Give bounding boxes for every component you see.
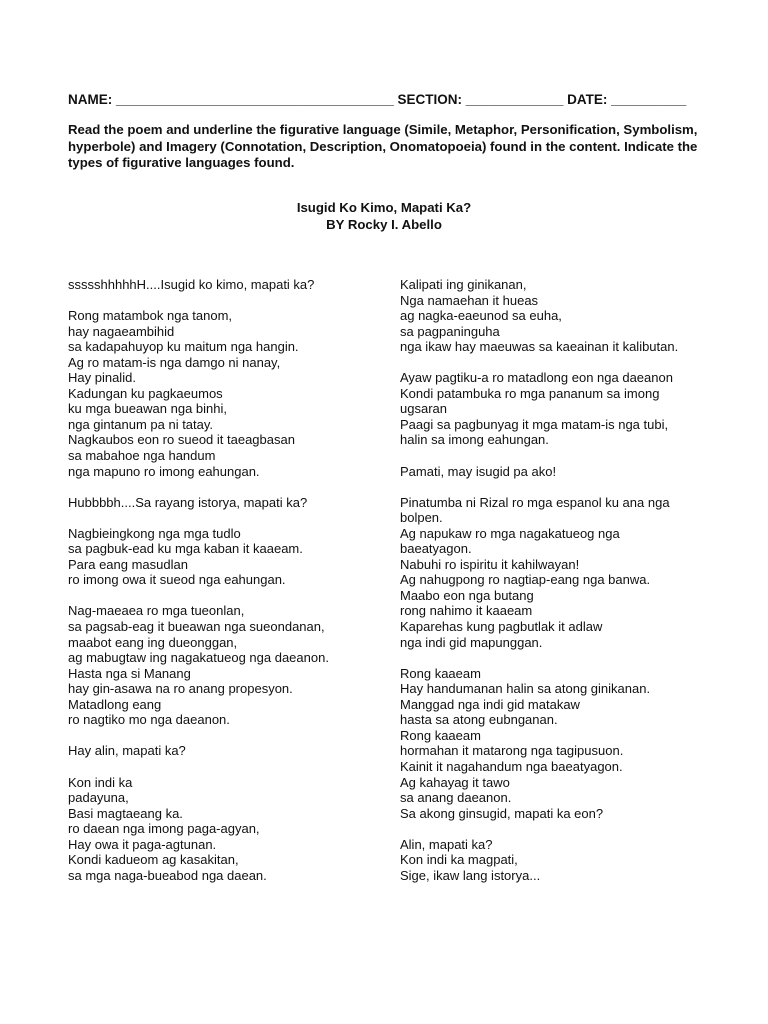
poem-line: ro imong owa it sueod nga eahungan. [68,572,286,588]
poem-line: sa kadapahuyop ku maitum nga hangin. [68,339,299,355]
poem-line: Paagi sa pagbunyag it mga matam-is nga tubi, [400,416,669,432]
poem-stanza [400,464,710,480]
poem-line: Kaparehas kung pagbutlak it adlaw [400,619,603,635]
poem-line: nga gintanum pa ni tatay. [68,416,214,432]
poem-line: Rong matambok nga tanom, [68,308,233,324]
poem-line: Kon indi ka [68,774,133,790]
poem-line: Kondi kadueom ag kasakitan, [68,852,239,868]
poem-line: Nga namaehan it hueas [400,292,539,308]
poem-line: bolpen. [400,510,443,526]
poem-line: hay gin-asawa na ro anang propesyon. [68,681,293,697]
poem-line: Alin, mapati ka? [400,836,493,852]
poem-line: Rong kaaeam [400,727,481,743]
poem-line: Hay pinalid. [68,370,136,386]
poem-stanza [68,526,368,588]
poem-line: ro daean nga imong paga-agyan, [68,821,260,837]
poem-line: halin sa imong eahungan. [400,432,549,448]
poem-line: maabot eang ing dueonggan, [68,634,238,650]
poem-line: Hubbbbh....Sa rayang istorya, mapati ka? [68,494,308,510]
poem-line: Kon indi ka magpati, [400,852,518,868]
poem-line: Hay owa it paga-agtunan. [68,836,217,852]
poem-line: Para eang masudlan [68,556,188,572]
poem-stanza [400,277,710,355]
poem-line: hasta sa atong eubnganan. [400,712,558,728]
instructions-text: Read the poem and underline the figurative language (Simile, Metaphor, Personification, Symbolism, hyperbole) and Imagery (Connotation, Description, Onomatopoeia) found in the content. Indicate the types of figurative languages found. [68,122,698,170]
poem-stanza [68,495,368,511]
poem-line: Sige, ikaw lang istorya... [400,867,541,883]
poem-line: Matadlong eang [68,696,162,712]
poem-line: Maabo eon nga butang [400,587,534,603]
poem-line: nga ikaw hay maeuwas sa kaeainan it kalibutan. [400,339,679,355]
poem-line: Nagkaubos eon ro sueod it taeagbasan [68,432,295,448]
poem-line: Hay alin, mapati ka? [68,743,186,759]
poem-line: Rong kaaeam [400,665,481,681]
poem-line: Hasta nga si Manang [68,665,191,681]
poem-line: ag nagka-eaeunod sa euha, [400,308,562,324]
poem-line: sa pagsab-eag it bueawan nga sueondanan, [68,619,325,635]
poem-line: ku mga bueawan nga binhi, [68,401,228,417]
poem-line: ssssshhhhhH....Isugid ko kimo, mapati ka? [68,277,315,292]
poem-right-column [400,277,710,883]
poem-left-column [68,277,368,883]
poem-stanza [400,666,710,821]
poem-line: rong nahimo it kaaeam [400,603,533,619]
poem-line: Nagbieingkong nga mga tudlo [68,525,241,541]
poem-line: Kadungan ku pagkaeumos [68,385,223,401]
poem-line: Ag napukaw ro mga nagakatueog nga [400,525,620,541]
poem-line: nga mapuno ro imong eahungan. [68,463,260,479]
poem-line: sa mga naga-bueabod nga daean. [68,867,267,883]
poem-line: Sa akong ginsugid, mapati ka eon? [400,805,604,821]
poem-line: Nag-maeaea ro mga tueonlan, [68,603,245,619]
poem-line: baeatyagon. [400,541,472,557]
poem-stanza [400,837,710,884]
poem-line: Ag kahayag it tawo [400,774,510,790]
poem-line: sa anang daeanon. [400,790,512,806]
poem-line: padayuna, [68,790,129,806]
poem-line: hormahan it matarong nga tagipusuon. [400,743,624,759]
poem-line: Kondi patambuka ro mga pananum sa imong [400,385,660,401]
poem-line: Manggad nga indi gid matakaw [400,696,580,712]
poem-stanza [400,495,710,650]
poem-line: Pinatumba ni Rizal ro mga espanol ku ana nga [400,494,670,510]
poem-line: ag mabugtaw ing nagakatueog nga daeanon. [68,650,329,666]
poem-line: sa mabahoe nga handum [68,448,216,464]
poem-line: ugsaran [400,401,447,417]
poem-line: Pamati, may isugid pa ako! [400,463,557,479]
poem-stanza [68,277,368,293]
header-fields: NAME: _____________________________________ SECTION: _____________ DATE: __________ [68,92,687,107]
poem-line: ro nagtiko mo nga daeanon. [68,712,230,728]
poem-stanza [68,308,368,479]
poem-stanza [68,603,368,727]
poem-stanza [68,743,368,759]
poem-line: Kalipati ing ginikanan, [400,277,527,292]
poem-title: Isugid Ko Kimo, Mapati Ka? [296,200,472,215]
poem-author: BY Rocky I. Abello [326,216,442,232]
poem-stanza [68,775,368,884]
poem-line: Ag ro matam-is nga damgo ni nanay, [68,354,281,370]
poem-line: Hay handumanan halin sa atong ginikanan. [400,681,651,697]
poem-line: Nabuhi ro ispiritu it kahilwayan! [400,556,580,572]
poem-line: Basi magtaeang ka. [68,805,183,821]
poem-line: Ayaw pagtiku-a ro matadlong eon nga daeanon [400,370,673,386]
poem-line: sa pagbuk-ead ku mga kaban it kaaeam. [68,541,303,557]
poem-title-block [0,200,768,233]
poem-line: hay nagaeambihid [68,323,175,339]
poem-line: nga indi gid mapunggan. [400,634,543,650]
poem-stanza [400,370,710,448]
poem-line: Ag nahugpong ro nagtiap-eang nga banwa. [400,572,651,588]
poem-line: sa pagpaninguha [400,323,500,339]
poem-line: Kainit it nagahandum nga baeatyagon. [400,758,623,774]
